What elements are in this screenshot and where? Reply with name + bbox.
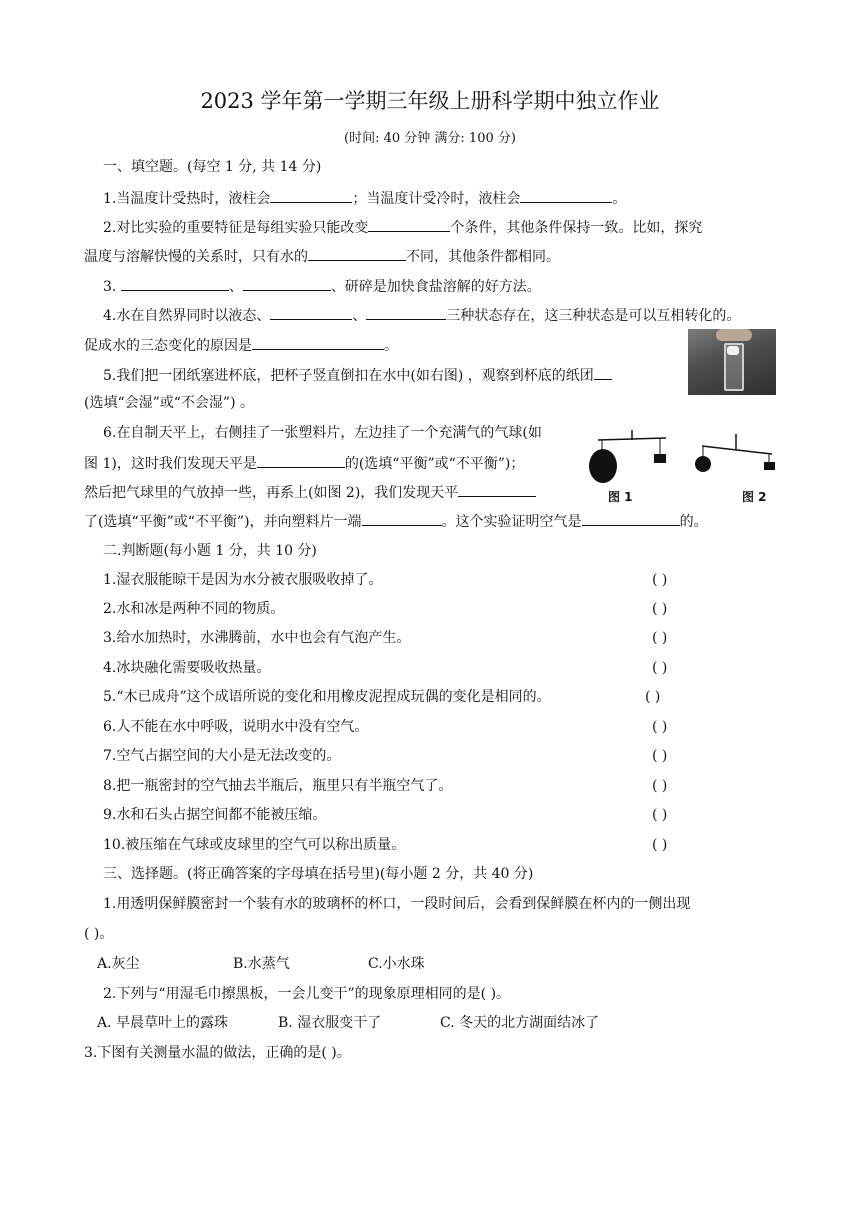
- judgment-item: 2.水和冰是两种不同的物质。: [103, 601, 285, 617]
- question-1-2-line2: [84, 246, 560, 266]
- text: 。: [384, 338, 398, 354]
- choice-question-2-stem: 2.下列与“用湿毛巾擦黑板，一会儿变干”的现象原理相同的是( )。: [103, 986, 511, 1002]
- figure-2-label: 图 2: [742, 490, 767, 504]
- text: 5.我们把一团纸塞进杯底，把杯子竖直倒扣在水中(如右图) ，观察到杯底的纸团: [103, 368, 594, 384]
- answer-paren[interactable]: ( ): [652, 660, 668, 676]
- option-a[interactable]: A. 早晨草叶上的露珠: [97, 1015, 229, 1031]
- answer-blank[interactable]: [368, 217, 450, 232]
- exam-info: (时间: 40 分钟 满分: 100 分): [344, 131, 516, 146]
- section-heading-multiple-choice: 三、选择题。(将正确答案的字母填在括号里)(每小题 2 分，共 40 分): [103, 866, 534, 882]
- answer-blank[interactable]: [243, 276, 331, 291]
- text: 不同，其他条件都相同。: [406, 249, 560, 265]
- option-b[interactable]: B. 湿衣服变干了: [278, 1015, 382, 1031]
- text: 促成水的三态变化的原因是: [84, 338, 252, 354]
- answer-paren[interactable]: ( )。: [84, 926, 114, 942]
- figure-1-label: 图 1: [608, 490, 633, 504]
- deflated-balloon: [695, 456, 711, 472]
- answer-blank[interactable]: [308, 246, 406, 261]
- answer-blank[interactable]: [458, 482, 536, 497]
- answer-paren[interactable]: ( ): [652, 601, 668, 617]
- text: 、: [352, 308, 367, 324]
- text: 2.对比实验的重要特征是每组实验只能改变: [103, 220, 369, 236]
- section-heading-judgment: 二.判断题(每小题 1 分，共 10 分): [103, 543, 317, 559]
- option-c[interactable]: C. 冬天的北方湖面结冰了: [440, 1015, 600, 1031]
- answer-paren[interactable]: ( ): [652, 807, 668, 823]
- option-b[interactable]: B.水蒸气: [233, 956, 290, 972]
- text: 1.当温度计受热时，液柱会: [103, 191, 271, 207]
- answer-blank[interactable]: [594, 365, 612, 380]
- fig1-plastic-sheet: [654, 454, 666, 463]
- answer-paren[interactable]: ( ): [652, 778, 668, 794]
- question-1-3: [103, 276, 541, 296]
- question-1-6-line4: [84, 511, 708, 531]
- hand: [716, 329, 752, 341]
- judgment-item: 4.冰块融化需要吸收热量。: [103, 660, 271, 676]
- judgment-item: 7.空气占据空间的大小是无法改变的。: [103, 748, 341, 764]
- question-1-6-line3: [84, 482, 536, 502]
- judgment-item: 10.被压缩在气球或皮球里的空气可以称出质量。: [103, 837, 406, 853]
- paper-ball: [727, 346, 739, 355]
- answer-paren[interactable]: ( ): [652, 630, 668, 646]
- answer-paren[interactable]: ( ): [652, 572, 668, 588]
- answer-blank[interactable]: [362, 511, 442, 526]
- judgment-item: 3.给水加热时，水沸腾前，水中也会有气泡产生。: [103, 630, 411, 646]
- text: 3.: [103, 279, 121, 295]
- answer-paren[interactable]: ( ): [652, 719, 668, 735]
- answer-blank[interactable]: [252, 335, 384, 350]
- answer-blank[interactable]: [121, 276, 229, 291]
- answer-blank[interactable]: [257, 453, 345, 468]
- answer-blank[interactable]: [270, 188, 352, 203]
- answer-paren[interactable]: ( ): [652, 837, 668, 853]
- question-1-6-line1: 6.在自制天平上，右侧挂了一张塑料片，左边挂了一个充满气的气球(如: [103, 425, 542, 441]
- judgment-item: 8.把一瓶密封的空气抽去半瓶后，瓶里只有半瓶空气了。: [103, 778, 453, 794]
- text: 。: [612, 191, 627, 207]
- text: ；当温度计受冷时，液柱会: [352, 191, 521, 207]
- judgment-item: 6.人不能在水中呼吸，说明水中没有空气。: [103, 719, 369, 735]
- text: 、研碎是加快食盐溶解的好方法。: [330, 279, 541, 295]
- fig2-beam: [702, 446, 772, 454]
- page-title: 2023 学年第一学期三年级上册科学期中独立作业: [200, 89, 660, 113]
- answer-blank[interactable]: [270, 305, 352, 320]
- text: 个条件，其他条件保持一致。比如，探究: [450, 220, 703, 236]
- text: 的(选填“平衡”或“不平衡”)；: [344, 456, 525, 472]
- question-1-6-line2: [84, 453, 524, 473]
- question-1-2-line1: [103, 217, 702, 237]
- judgment-item: 5.“木已成舟”这个成语所说的变化和用橡皮泥捏成玩偶的变化是相同的。: [103, 689, 551, 705]
- answer-paren[interactable]: ( ): [652, 748, 668, 764]
- question-1-5-line2: (选填“会湿”或“不会湿”) 。: [84, 395, 255, 411]
- answer-blank[interactable]: [582, 511, 680, 526]
- question-1-5-line1: [103, 365, 612, 385]
- fig1-beam: [598, 438, 666, 440]
- question-1-1: [103, 188, 626, 208]
- text: 然后把气球里的气放掉一些，再系上(如图 2)，我们发现天平: [84, 485, 459, 501]
- full-balloon: [589, 449, 617, 483]
- section-heading-fill-in: 一、填空题。(每空 1 分, 共 14 分): [103, 159, 322, 175]
- question-1-4-line2: [84, 335, 398, 355]
- text: 图 1)，这时我们发现天平是: [84, 456, 257, 472]
- answer-paren[interactable]: ( ): [645, 689, 661, 705]
- answer-blank[interactable]: [520, 188, 612, 203]
- text: 了(选填“平衡”或“不平衡”)，并向塑料片一端: [84, 514, 362, 530]
- text: 。这个实验证明空气是: [441, 514, 582, 530]
- choice-question-3-stem: 3.下图有关测量水温的做法，正确的是( )。: [84, 1045, 351, 1061]
- choice-question-1-stem: 1.用透明保鲜膜密封一个装有水的玻璃杯的杯口，一段时间后，会看到保鲜膜在杯内的一侧出现: [103, 896, 691, 912]
- text: 温度与溶解快慢的关系时，只有水的: [84, 249, 308, 265]
- balance-figure: [584, 428, 784, 508]
- judgment-item: 9.水和石头占据空间都不能被压缩。: [103, 807, 327, 823]
- cup-in-water-photo: [688, 329, 776, 395]
- text: 4.水在自然界同时以液态、: [103, 308, 271, 324]
- text: 三种状态存在，这三种状态是可以互相转化的。: [446, 308, 741, 324]
- option-c[interactable]: C.小水珠: [368, 956, 425, 972]
- text: 的。: [679, 514, 708, 530]
- text: 、: [228, 279, 243, 295]
- question-1-4-line1: [103, 305, 740, 325]
- option-a[interactable]: A.灰尘: [97, 956, 140, 972]
- judgment-item: 1.湿衣服能晾干是因为水分被衣服吸收掉了。: [103, 572, 383, 588]
- answer-blank[interactable]: [366, 305, 446, 320]
- fig2-plastic-sheet: [764, 462, 775, 470]
